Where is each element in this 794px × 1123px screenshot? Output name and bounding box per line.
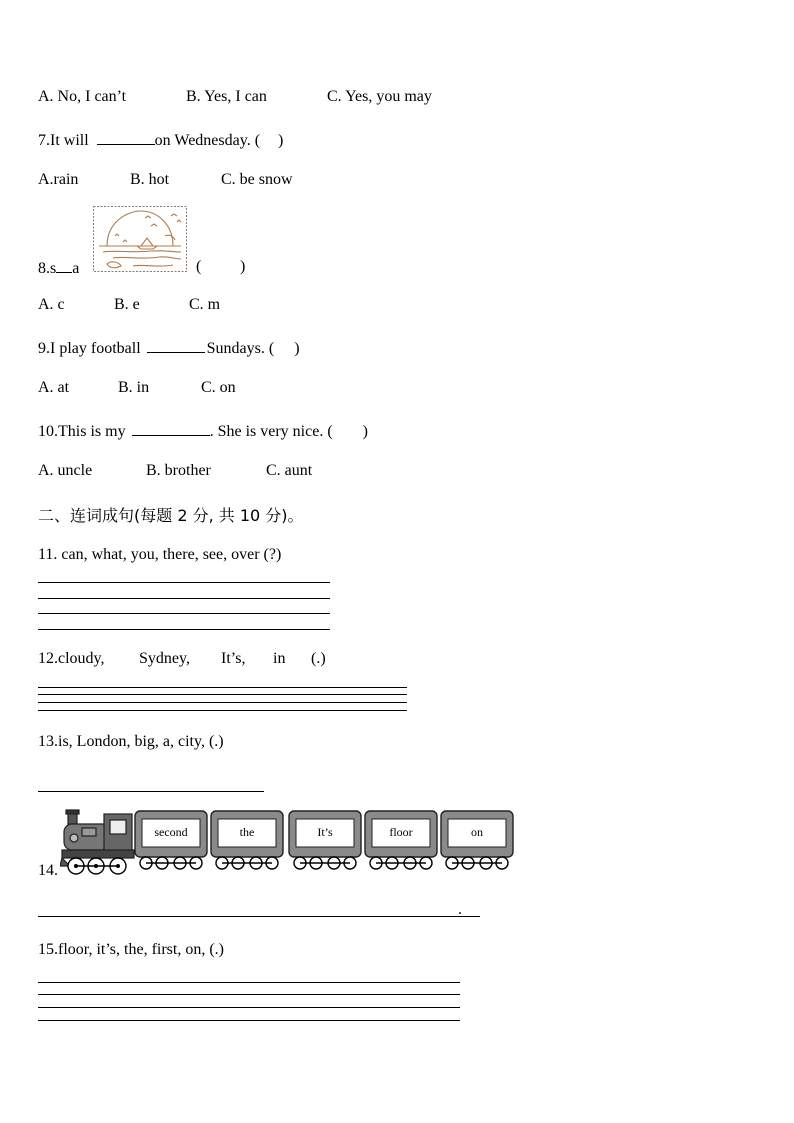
q11-answer-line-2 xyxy=(38,598,330,599)
question-9-prefix: 9.I play football xyxy=(38,340,141,357)
question-10 xyxy=(38,421,368,441)
question-8-suffix: a xyxy=(72,260,80,277)
train-car-word-3: It’s xyxy=(317,825,333,839)
q12-answer-line-2 xyxy=(38,694,407,695)
question-8 xyxy=(38,258,79,278)
q9-option-b: B. in xyxy=(118,379,150,396)
q14-answer-line xyxy=(38,916,480,917)
question-7-suffix: on Wednesday. ( xyxy=(154,132,261,149)
question-10-paren-close: ) xyxy=(362,423,368,440)
question-8-paren-open: ( xyxy=(196,258,202,275)
q15-answer-line-3 xyxy=(38,1007,460,1008)
train-car-word-1: second xyxy=(154,825,188,839)
q11-answer-line-1 xyxy=(38,582,330,583)
question-15: 15.floor, it’s, the, first, on, (.) xyxy=(38,941,224,958)
question-10-prefix: 10.This is my xyxy=(38,423,126,440)
question-8-paren-close: ) xyxy=(240,258,246,275)
question-7-prefix: 7.It will xyxy=(38,132,89,149)
q15-answer-line-4 xyxy=(38,1020,460,1021)
q11-answer-line-3 xyxy=(38,613,330,614)
train-car-word-2: the xyxy=(239,825,255,839)
train-car-word-4: floor xyxy=(389,825,413,839)
question-7-paren-close: ) xyxy=(278,132,284,149)
q14-end-mark: . xyxy=(458,901,462,918)
q12-answer-line-3 xyxy=(38,702,407,703)
question-7 xyxy=(38,130,283,150)
train-car-3 xyxy=(288,810,362,872)
q9-option-c: C. on xyxy=(201,379,236,396)
train-car-5 xyxy=(440,810,514,872)
q12-word-its: It’s, xyxy=(221,650,246,667)
q12-punct: (.) xyxy=(311,650,326,667)
question-8-prefix: 8.s xyxy=(38,260,57,277)
question-14-number: 14. xyxy=(38,862,58,879)
train-car-word-5: on xyxy=(471,825,483,839)
question-9-paren-close: ) xyxy=(294,340,300,357)
q8-option-b: B. e xyxy=(114,296,140,313)
q9-option-a: A. at xyxy=(38,379,70,396)
section-2-title: 二、连词成句(每题 2 分, 共 10 分)。 xyxy=(38,506,304,525)
q12-answer-line-1 xyxy=(38,687,407,688)
q8-option-a: A. c xyxy=(38,296,65,313)
question-9-blank xyxy=(147,338,205,353)
q6-option-c: C. Yes, you may xyxy=(327,88,432,105)
q15-answer-line-1 xyxy=(38,982,460,983)
train-car-2 xyxy=(210,810,284,872)
q7-option-b: B. hot xyxy=(130,171,170,188)
q12-number-word: 12.cloudy, xyxy=(38,650,105,667)
question-8-blank xyxy=(56,258,72,273)
q11-answer-line-4 xyxy=(38,629,330,630)
question-9-suffix: Sundays. ( xyxy=(206,340,275,357)
question-11: 11. can, what, you, there, see, over (?) xyxy=(38,546,282,563)
q10-option-a: A. uncle xyxy=(38,462,93,479)
q6-option-a: A. No, I can’t xyxy=(38,88,127,105)
question-13: 13.is, London, big, a, city, (.) xyxy=(38,733,224,750)
train-car-1 xyxy=(134,810,208,872)
question-10-suffix: . She is very nice. ( xyxy=(209,423,333,440)
q7-option-c: C. be snow xyxy=(221,171,293,188)
locomotive-picture xyxy=(60,808,136,876)
q6-option-b: B. Yes, I can xyxy=(186,88,267,105)
q10-option-b: B. brother xyxy=(146,462,211,479)
q12-word-sydney: Sydney, xyxy=(139,650,190,667)
q13-answer-line xyxy=(38,791,264,792)
train-car-4 xyxy=(364,810,438,872)
q8-option-c: C. m xyxy=(189,296,221,313)
question-10-blank xyxy=(132,421,210,436)
q10-option-c: C. aunt xyxy=(266,462,313,479)
q12-word-in: in xyxy=(273,650,286,667)
q7-option-a: A.rain xyxy=(38,171,79,188)
q12-answer-line-4 xyxy=(38,710,407,711)
q15-answer-line-2 xyxy=(38,994,460,995)
question-7-blank xyxy=(97,130,155,145)
sunset-sea-picture xyxy=(93,206,187,272)
question-9 xyxy=(38,338,300,358)
